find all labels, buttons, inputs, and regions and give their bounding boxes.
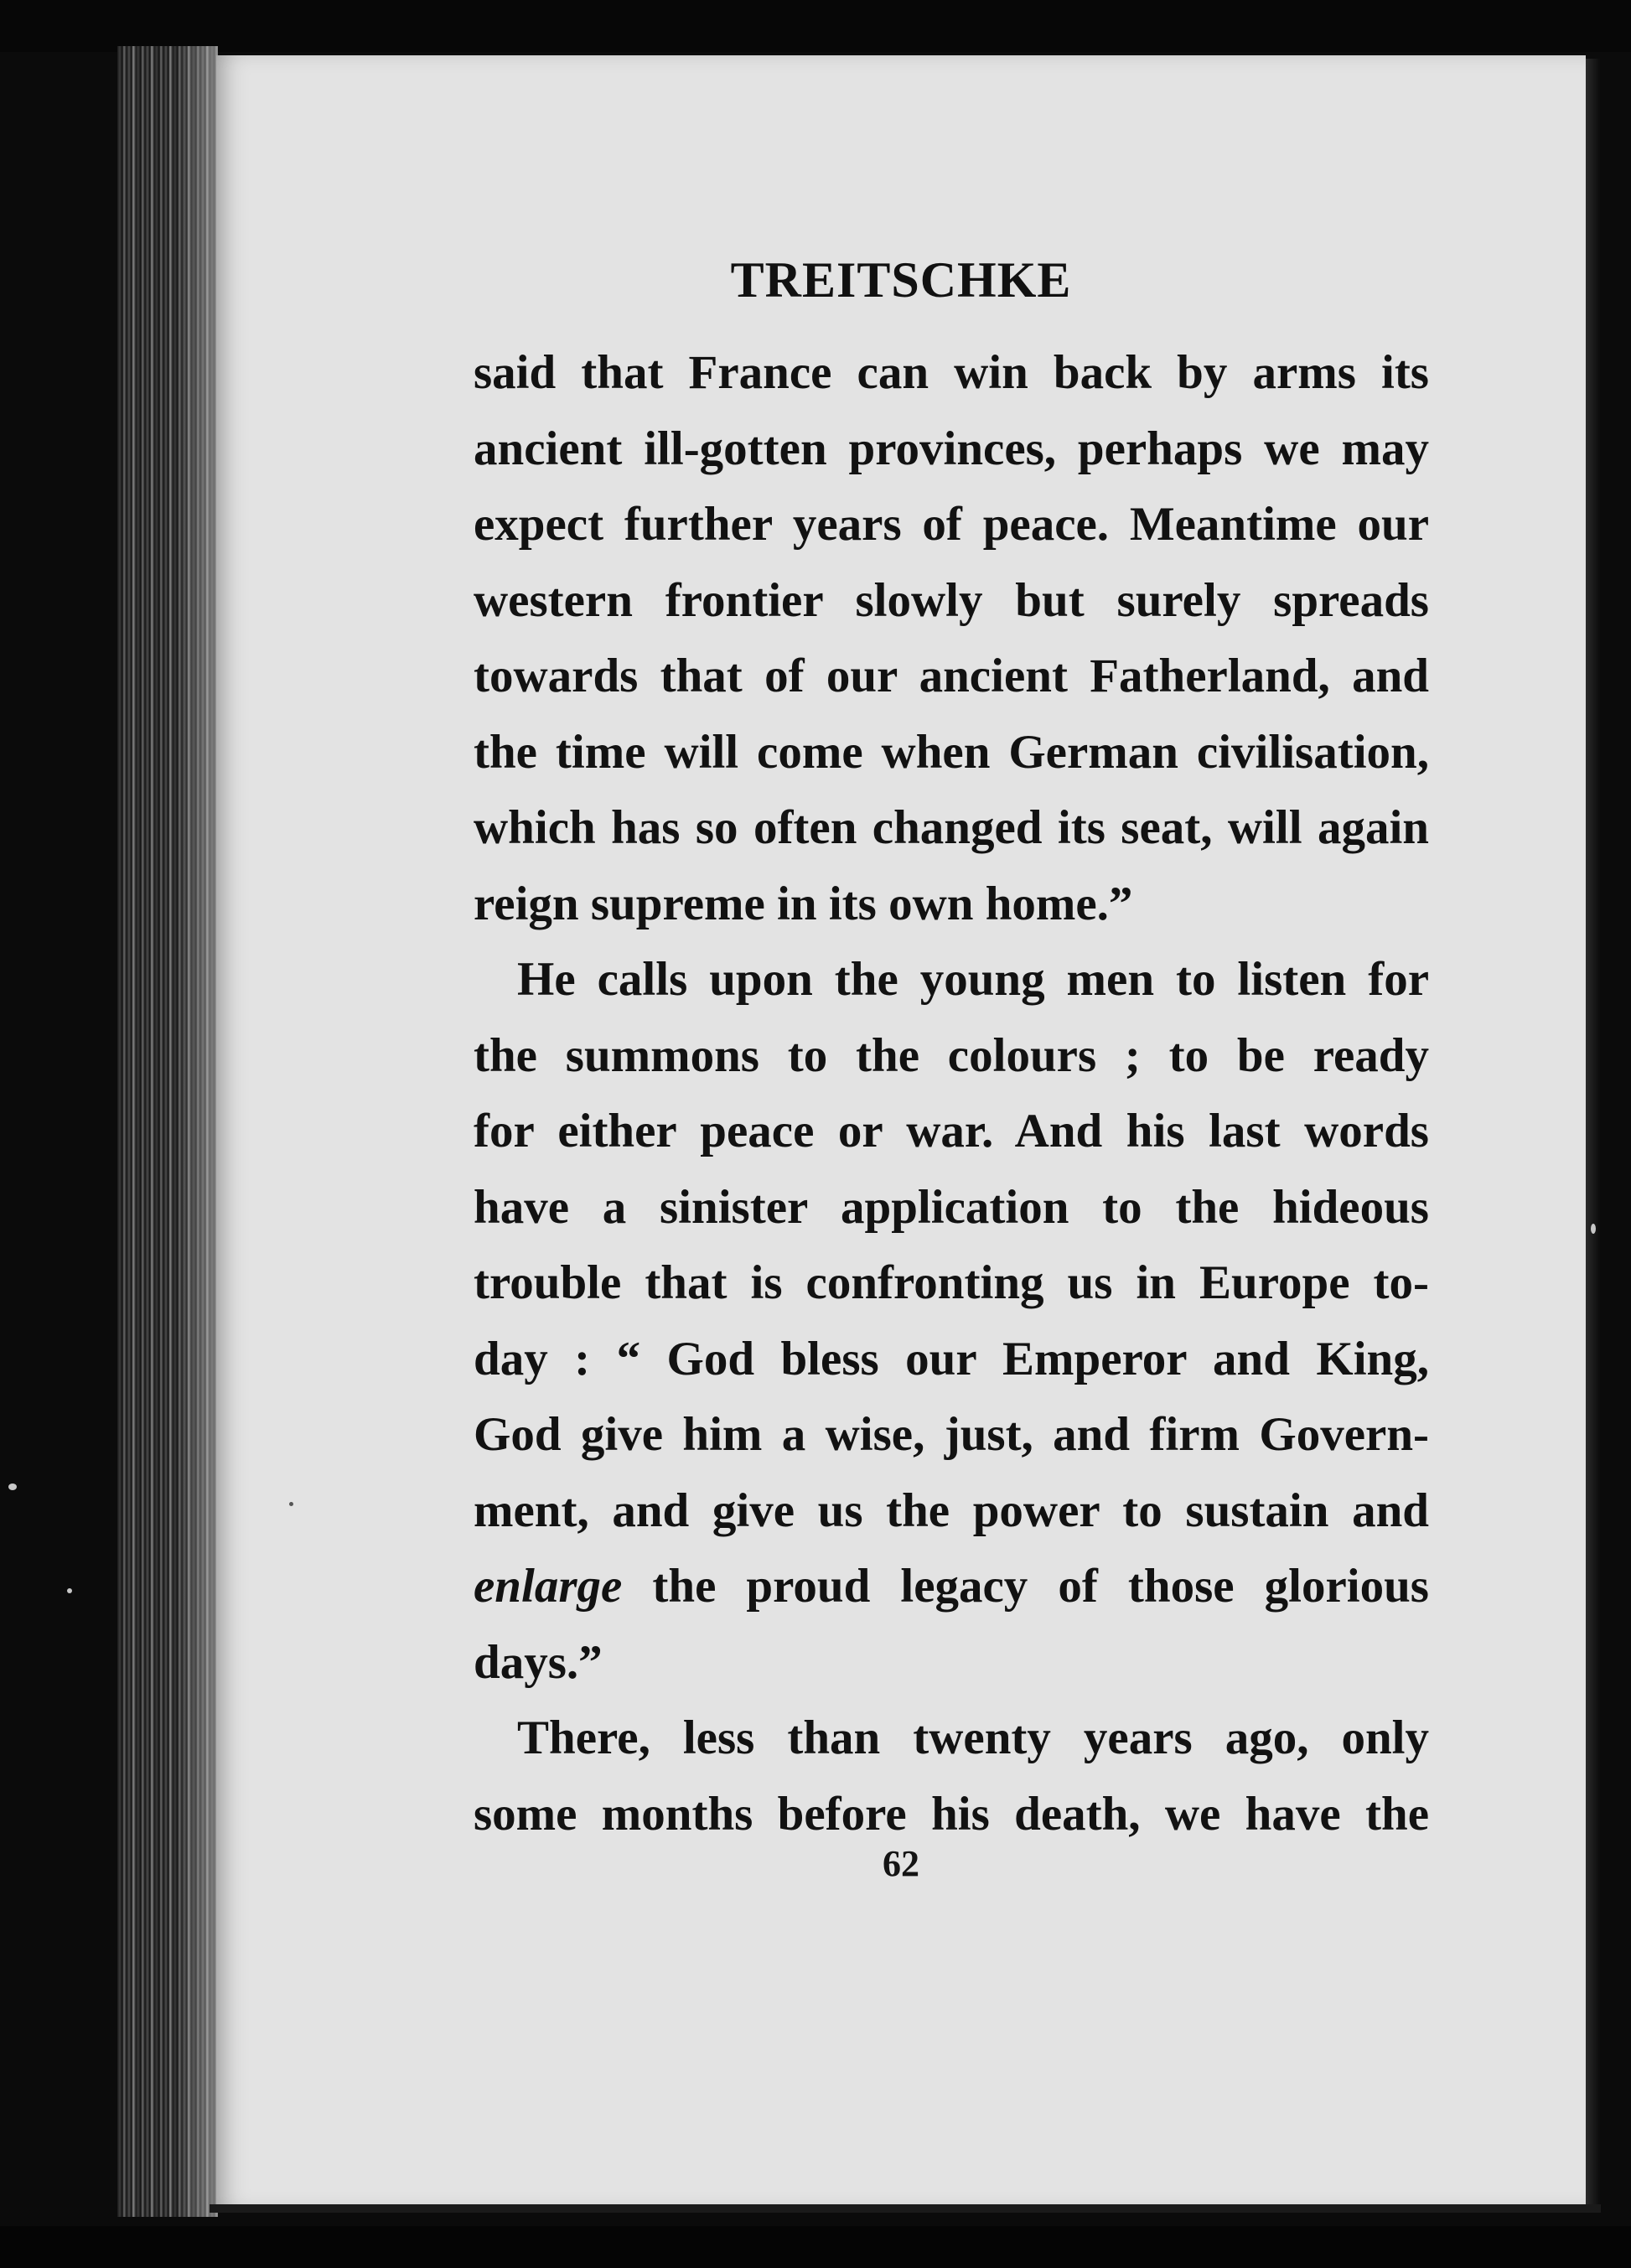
- text-line: reign supreme in its own home.”: [474, 877, 1133, 930]
- paragraph: [474, 1701, 1429, 1852]
- running-head: TREITSCHKE: [730, 252, 1072, 308]
- page-stack-shadow: [176, 46, 218, 2217]
- text-line: towards that of our ancient Fatherland, and: [474, 650, 1429, 702]
- scan-border-top: [0, 0, 1631, 52]
- scan-border-bottom: [0, 2226, 1631, 2268]
- text-line: expect further years of peace. Meantime our: [474, 498, 1429, 551]
- text-line: ment, and give us the power to sustain and: [474, 1484, 1429, 1537]
- text-line: the summons to the colours ; to be ready: [474, 1028, 1429, 1082]
- text-line: some months before his death, we have the: [474, 1787, 1429, 1841]
- page-right-edge: [1586, 59, 1601, 2204]
- page-number: 62: [883, 1843, 919, 1884]
- text-line: trouble that is confronting us in Europe to-: [474, 1256, 1429, 1309]
- text-line: said that France can win back by arms its: [474, 346, 1429, 399]
- text-line: There, less than twenty years ago, only: [517, 1711, 1429, 1764]
- text-line: He calls upon the young men to listen for: [517, 953, 1429, 1006]
- text-line: God give him a wise, just, and firm Govern-: [474, 1408, 1429, 1461]
- text-line-rest: the proud legacy of those glorious: [622, 1560, 1429, 1613]
- body-text: [474, 335, 1429, 1852]
- scan-speck: [8, 1484, 17, 1490]
- text-line: the time will come when German civilisation,: [474, 725, 1429, 779]
- text-line: [474, 1549, 1429, 1625]
- page-bottom-edge: [210, 2204, 1601, 2213]
- text-line: ancient ill-gotten provinces, perhaps we may: [474, 422, 1429, 475]
- text-line: day : “ God bless our Emperor and King,: [474, 1332, 1429, 1385]
- paragraph: [474, 335, 1429, 942]
- scan-speck: [1591, 1224, 1596, 1234]
- text-line: have a sinister application to the hideous: [474, 1180, 1429, 1234]
- paragraph: [474, 942, 1429, 1701]
- text-line: which has so often changed its seat, will again: [474, 801, 1429, 854]
- text-line: western frontier slowly but surely spreads: [474, 573, 1429, 627]
- scan-speck: [289, 1502, 293, 1506]
- text-line: days.”: [474, 1635, 603, 1689]
- text-line: for either peace or war. And his last words: [474, 1105, 1429, 1157]
- italic-word: enlarge: [474, 1560, 623, 1613]
- scan-speck: [67, 1588, 72, 1593]
